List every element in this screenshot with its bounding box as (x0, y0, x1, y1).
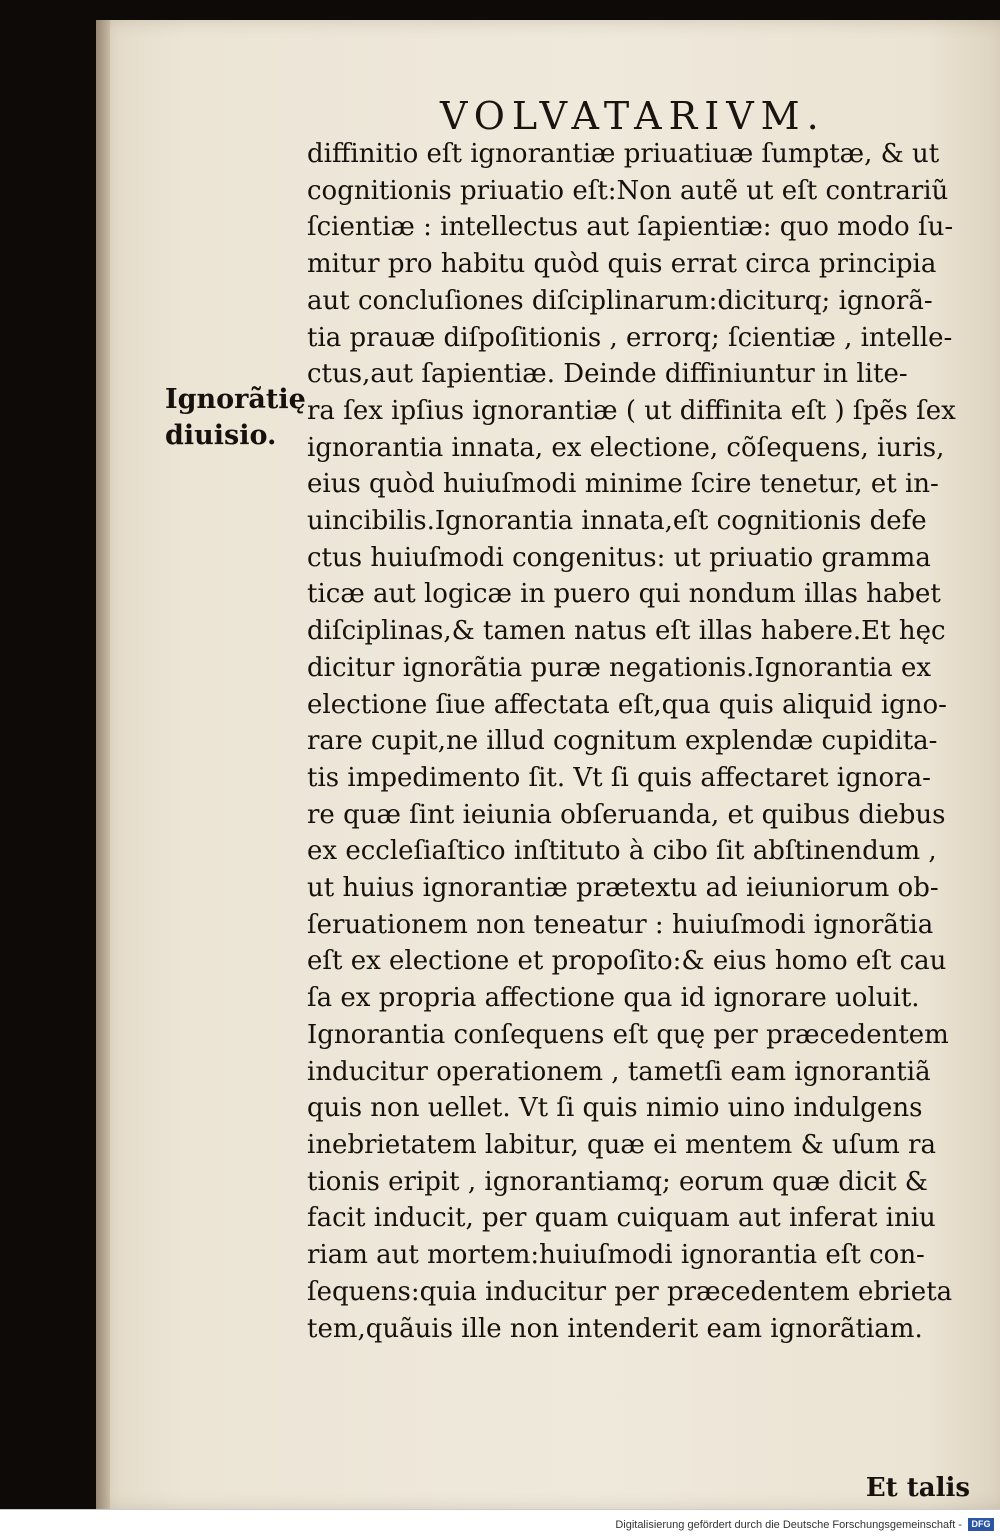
text-line: tem,quãuis ille non intenderit eam ignorãtiam. (307, 1313, 923, 1344)
text-line: inducitur operationem , tametſi eam ignorantiã (307, 1056, 931, 1087)
text-line: ut huius ignorantiæ prætextu ad ieiuniorum ob- (307, 873, 939, 904)
marginal-note-line: diuisio. (165, 420, 277, 451)
catchword: Et talis (865, 1473, 970, 1503)
text-line: tionis eripit , ignorantiamq; eorum quæ dicit & (307, 1166, 928, 1197)
funding-credit: Digitalisierung gefördert durch die Deutsche Forschungsgemeinschaft - (615, 1519, 962, 1531)
text-line: quis non uellet. Vt ſi quis nimio uino indulgens (307, 1093, 923, 1124)
text-line: cognitionis priuatio eſt:Non autẽ ut eſt contrariũ (307, 175, 949, 206)
running-title: VOLVATARIVM. (440, 94, 826, 138)
text-line: electione ſiue affectata eſt,qua quis aliquid igno- (307, 689, 947, 720)
dfg-logo: DFG (968, 1518, 994, 1531)
text-line: ſa ex propria affectione qua id ignorare uoluit. (307, 983, 920, 1014)
text-line: ticæ aut logicæ in puero qui nondum illas habet (307, 579, 941, 610)
text-line: eſt ex electione et propoſito:& eius homo eſt cau (307, 946, 947, 977)
text-line: ra ſex ipſius ignorantiæ ( ut diffinita eſt ) ſpẽs ſex (307, 395, 956, 426)
text-line: ctus,aut ſapientiæ. Deinde diffiniuntur in lite- (307, 359, 908, 390)
text-line: ſeruationem non teneatur : huiuſmodi ignorãtia (307, 909, 934, 940)
text-line: tis impedimento ſit. Vt ſi quis affectaret ignora- (307, 762, 931, 793)
text-line: ſcientiæ : intellectus aut ſapientiæ: quo modo ſu- (307, 212, 954, 243)
text-line: eius quòd huiuſmodi minime ſcire tenetur, et in- (307, 469, 939, 500)
text-line: ctus huiuſmodi congenitus: ut priuatio gramma (307, 542, 931, 573)
text-line: diſciplinas,& tamen natus eſt illas habere.Et hęc (307, 616, 946, 647)
page-gutter (96, 20, 110, 1510)
text-line: inebrietatem labitur, quæ ei mentem & uſum ra (307, 1129, 936, 1160)
text-line: ſequens:quia inducitur per præcedentem ebrieta (307, 1276, 953, 1307)
text-line: tia prauæ diſpoſitionis , errorq; ſcientiæ , intelle- (307, 322, 953, 353)
text-line: aut concluſiones diſciplinarum:diciturq; ignorã- (307, 285, 933, 316)
body-text (307, 136, 987, 1347)
marginal-note (165, 382, 306, 454)
text-line: ignorantia innata, ex electione, cõſequens, iuris, (307, 432, 945, 463)
text-line: Ignorantia conſequens eſt quę per præcedentem (307, 1019, 949, 1050)
footer-bar (0, 1509, 1000, 1540)
text-line: rare cupit,ne illud cognitum explendæ cupidita- (307, 726, 938, 757)
text-line: mitur pro habitu quòd quis errat circa principia (307, 249, 937, 280)
text-line: ex eccleſiaſtico inſtituto à cibo ſit abſtinendum , (307, 836, 937, 867)
text-line: diffinitio eſt ignorantiæ priuatiuæ ſumptæ, & ut (307, 139, 940, 169)
text-line: facit inducit, per quam cuiquam aut inferat iniu (307, 1203, 936, 1234)
text-line: riam aut mortem:huiuſmodi ignorantia eſt con- (307, 1240, 925, 1271)
text-line: uincibilis.Ignorantia innata,eſt cognitionis defe (307, 506, 927, 537)
text-line: re quæ ſint ieiunia obſeruanda, et quibus diebus (307, 799, 946, 830)
marginal-note-line: Ignorãtię (165, 384, 306, 415)
text-line: dicitur ignorãtia puræ negationis.Ignorantia ex (307, 652, 931, 683)
